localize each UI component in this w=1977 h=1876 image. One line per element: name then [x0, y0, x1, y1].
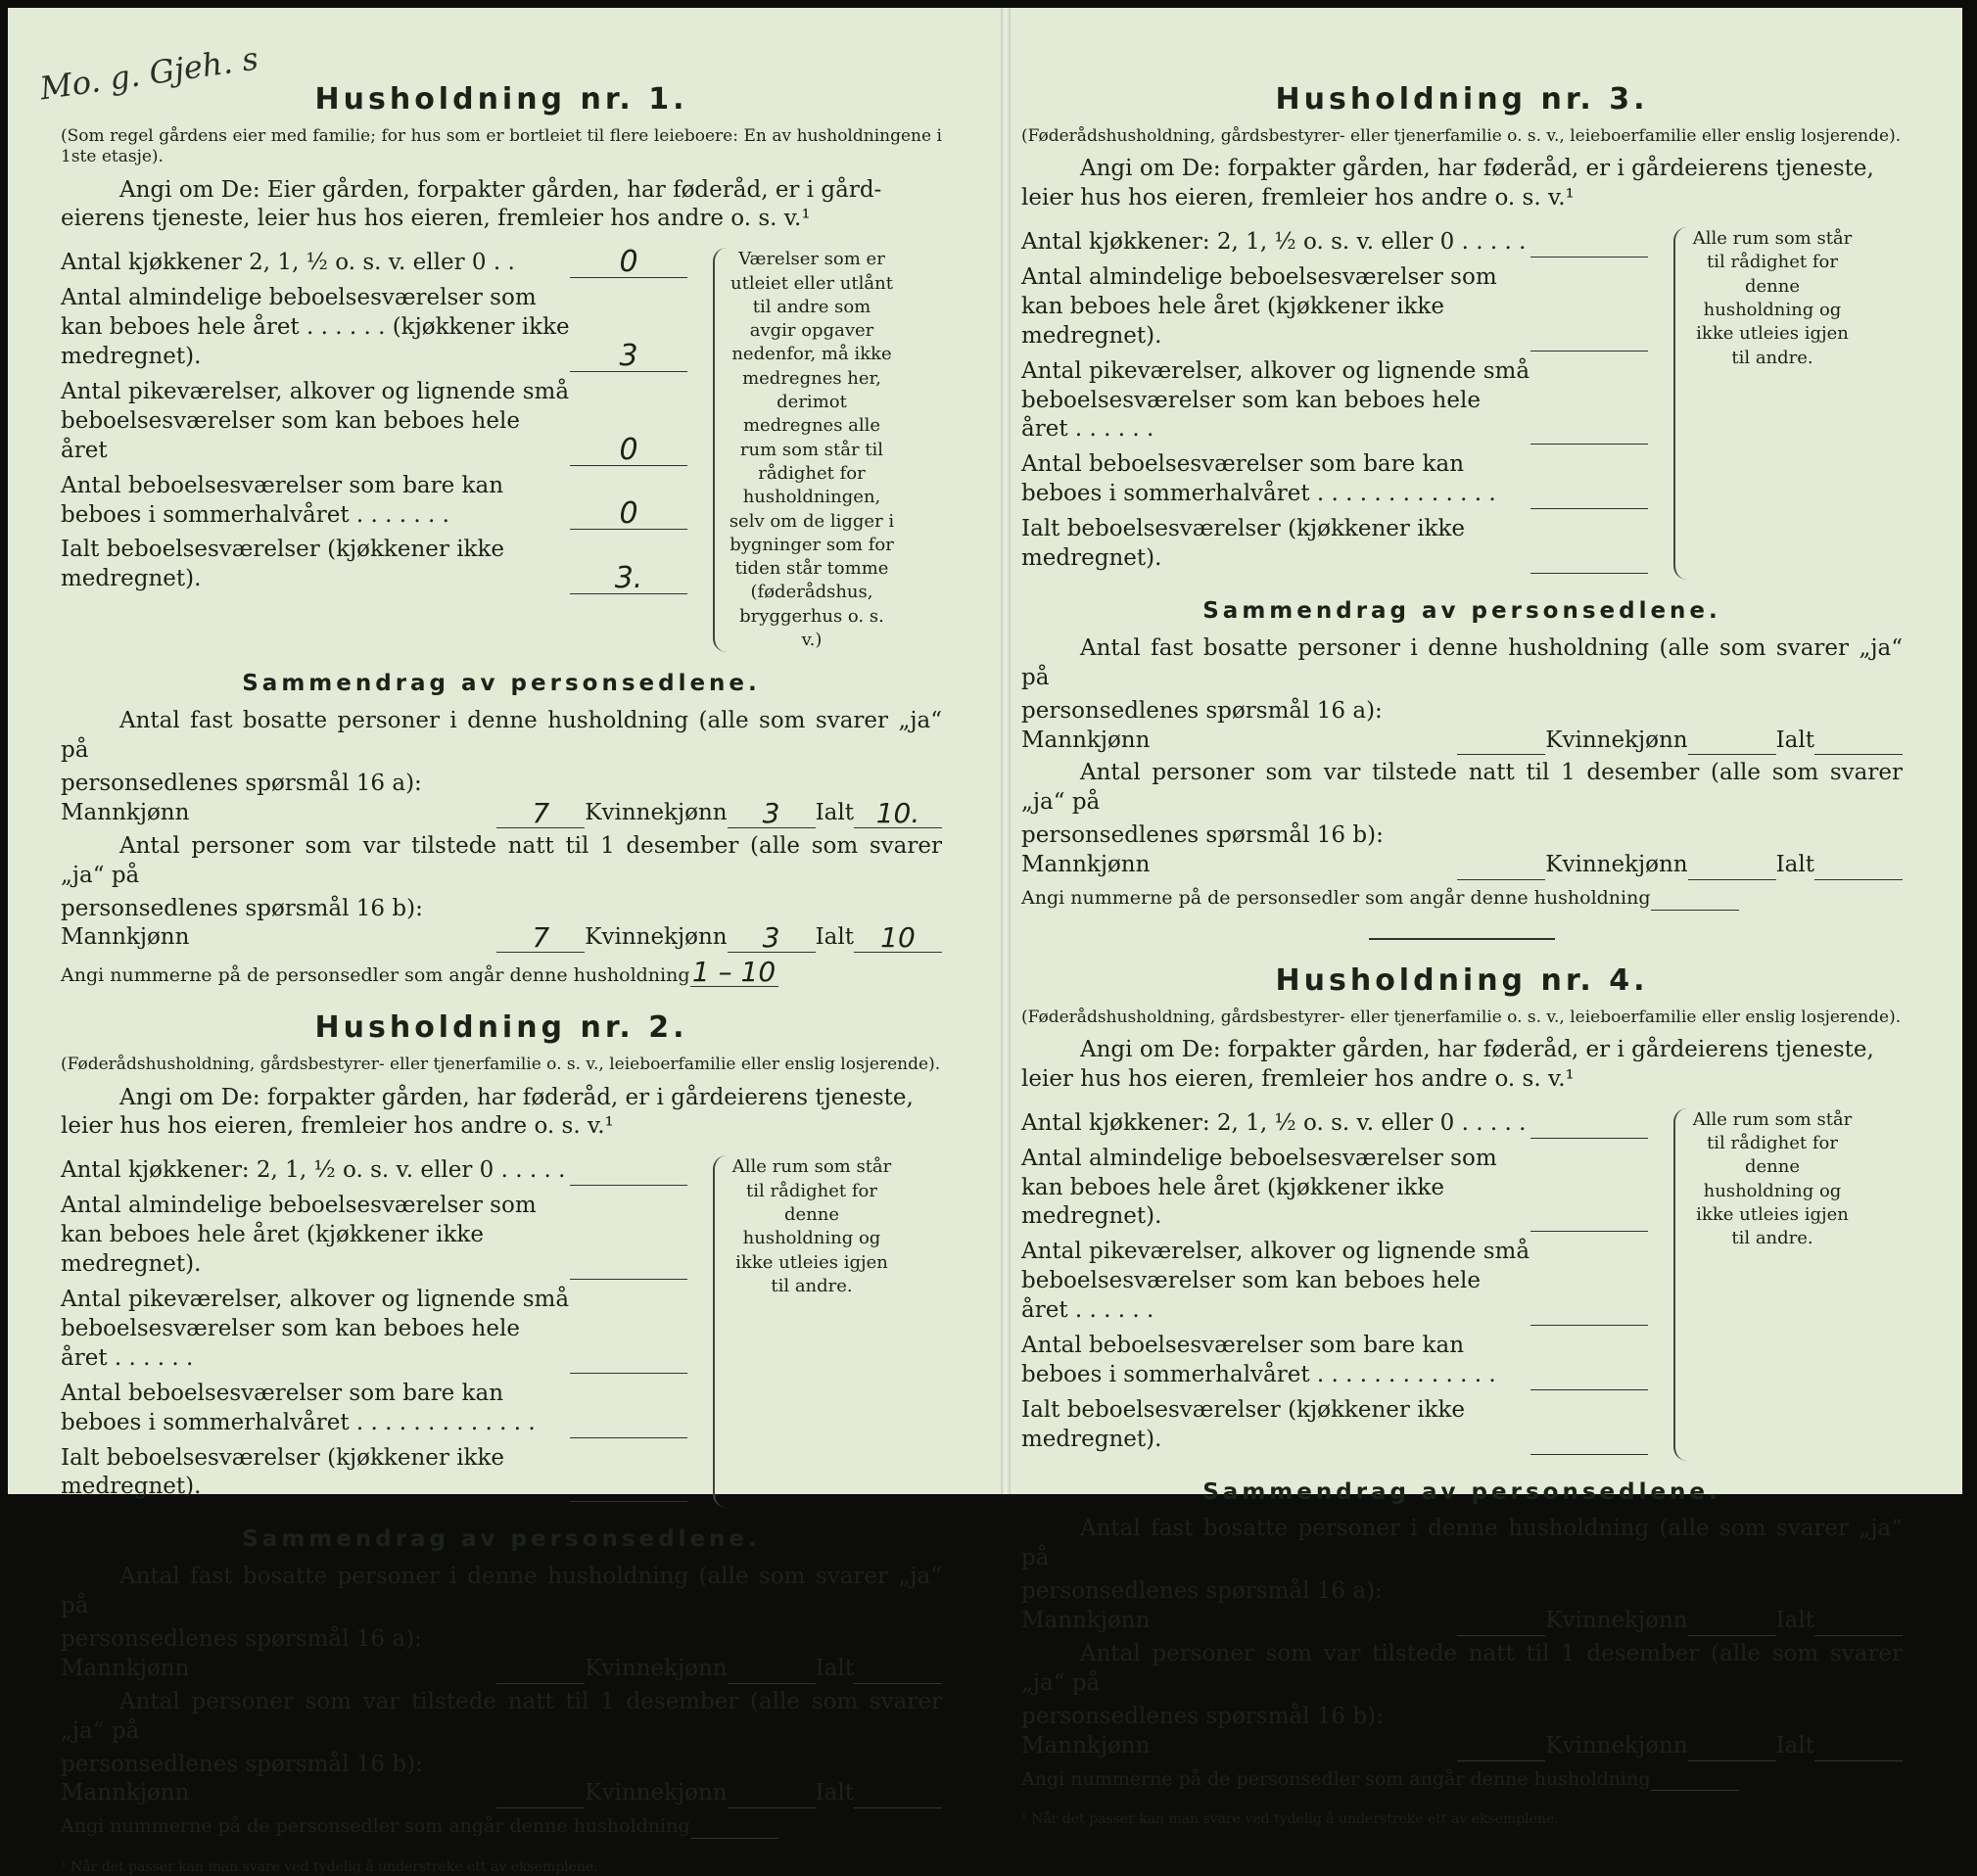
- total-rooms-value[interactable]: 3.: [570, 564, 687, 594]
- household-intro: Angi om De: forpakter gården, har føderåd, er i gårdeierens tjeneste, leier hus hos eieren, fremleier hos andre o. s. v.¹: [61, 1084, 914, 1140]
- female-16b[interactable]: 3: [728, 924, 816, 953]
- female-16b[interactable]: [1688, 1760, 1776, 1761]
- female-16a[interactable]: [1688, 1635, 1776, 1636]
- male-16a[interactable]: [1457, 1635, 1545, 1636]
- summer-rooms-value[interactable]: [1530, 1360, 1648, 1390]
- person-numbers-value[interactable]: 1 – 10: [690, 959, 778, 987]
- person-numbers-value[interactable]: [1651, 1790, 1739, 1791]
- left-page: [61, 59, 942, 1876]
- brace-note: Alle rum som står til rådighet for denne husholdning og ikke utleies igjen til andre.: [713, 1155, 895, 1508]
- summer-rooms-value[interactable]: [1530, 479, 1648, 509]
- female-16a[interactable]: [1688, 754, 1776, 755]
- summary-16a-line: personsedlenes spørsmål 16 a): Mannkjønn 7 Kvinnekjønn 3 Ialt 10.: [61, 770, 942, 828]
- female-16b[interactable]: [728, 1807, 816, 1808]
- total-rooms-value[interactable]: [1530, 543, 1648, 574]
- household-note: (Føderådshusholdning, gårdsbestyrer- eller tjenerfamilie o. s. v., leieboerfamilie eller enslig losjerende).: [61, 1055, 941, 1075]
- brace-note: Alle rum som står til rådighet for denne husholdning og ikke utleies igjen til andre.: [1673, 1108, 1856, 1461]
- male-16b[interactable]: [1457, 879, 1545, 880]
- brace-note: Værelser som er utleiet eller utlånt til andre som avgir opgaver nedenfor, må ikke medregnes her, derimot medregnes alle rum som står til rådighet for husholdningen, selv om de ligger i bygninger som for tiden står tomme (føderådshus, bryggerhus o. s. v.): [713, 248, 895, 652]
- summary: [61, 707, 942, 987]
- female-16a[interactable]: [728, 1683, 816, 1684]
- summary-16b-line: personsedlenes spørsmål 16 b): Mannkjønn 7 Kvinnekjønn 3 Ialt 10: [61, 895, 942, 954]
- household-4: Husholdning nr. 4. (Føderådshusholdning, gårdsbestyrer- eller tjenerfamilie o. s. v., leieboerfamilie eller enslig losjerende). Angi om De: forpakter gården, har føderåd, er i gårdeierens tjeneste, leier hus hos eieren, fremleier hos andre o. s. v.¹ Antal kjøkkener: 2, 1, ½ o. s. v. eller 0 . . . . . Antal almindelige beboelsesværelser som kan beboes hele året (kjøkkener ikke medregnet). Antal pikeværelser, alkover og lignende små beboelsesværelser som kan beboes hele året . . . . . . Antal beboelsesværelser som bare kan beboes i sommerhalvåret . . . . . . . . . . . . . Ialt beboelsesværelser (kjøkkener ikke medregnet). Alle rum som står til rådighet for denne husholdning og ikke utleies igjen til andre. Sammendrag av personsedlene. Antal fast bosatte personer i denne husholdning (alle som svarer „ja“ på personsedlenes spørsmål 16 a): Mannkjønn Kvinnekjønn Ialt Antal personer som var tilstede natt til 1 desember (alle som svarer „ja“ på personsedlenes spørsmål 16 b): Mannkjønn Kvinnekjønn Ialt Angi nummerne på de personsedler som angår denne husholdning ¹ Når det passer kan man svare ved tydelig å understreke ett av eksemplene.: [1021, 962, 1903, 1828]
- summary-title: Sammendrag av personsedlene.: [242, 1526, 761, 1553]
- person-numbers-value[interactable]: [690, 1838, 778, 1839]
- rooms-value[interactable]: [1530, 1201, 1648, 1232]
- total-rooms-value[interactable]: [1530, 1425, 1648, 1455]
- handwritten-signature: Mo. g. Gjeh. s: [37, 39, 260, 108]
- rooms-value[interactable]: [570, 1249, 687, 1280]
- summer-rooms-value[interactable]: 0: [570, 499, 687, 530]
- household-title: Husholdning nr. 2.: [314, 1010, 688, 1046]
- rooms-value[interactable]: 3: [570, 342, 687, 372]
- household-2: [61, 1008, 942, 1876]
- male-16b[interactable]: [496, 1807, 585, 1808]
- small-rooms-row: Antal pikeværelser, alkover og lignende små beboelsesværelser som kan beboes hele året 0: [61, 378, 687, 466]
- page-fold: [1001, 8, 1011, 1494]
- male-16b[interactable]: [1457, 1760, 1545, 1761]
- summary-title: Sammendrag av personsedlene.: [1202, 1478, 1721, 1505]
- household-title: Husholdning nr. 1.: [314, 82, 688, 117]
- household-1: [61, 80, 942, 987]
- summary-title: Sammendrag av personsedlene.: [242, 671, 761, 697]
- household-intro: [61, 176, 942, 235]
- male-16a[interactable]: [496, 1683, 585, 1684]
- total-16b[interactable]: [1814, 879, 1903, 880]
- person-numbers-value[interactable]: [1651, 910, 1739, 911]
- total-16a[interactable]: [854, 1683, 942, 1684]
- summary: Antal fast bosatte personer i denne husholdning (alle som svarer „ja“ på personsedlenes spørsmål 16 a): Mannkjønn Kvinnekjønn Ialt Antal personer som var tilstede natt til 1 desember (alle som svarer „ja“ på personsedlenes spørsmål 16 b): Mannkjønn Kvinnekjønn Ialt Angi nummerne på de personsedler som angår denne husholdning: [61, 1564, 942, 1838]
- rooms-value[interactable]: [1530, 321, 1648, 352]
- household-title: Husholdning nr. 4.: [1275, 962, 1649, 998]
- summary-16a-text: Antal fast bosatte personer i denne husholdning (alle som svarer „ja“ på: [61, 708, 942, 764]
- total-rooms-value[interactable]: [570, 1472, 687, 1502]
- small-rooms-value[interactable]: [1530, 414, 1648, 445]
- rooms-row: Antal almindelige beboelsesværelser som kan beboes hele året . . . . . . (kjøkkener ikke medregnet). 3: [61, 284, 687, 372]
- summer-rooms-value[interactable]: [570, 1408, 687, 1438]
- summary-title: Sammendrag av personsedlene.: [1202, 597, 1721, 624]
- household-note: (Føderådshusholdning, gårdsbestyrer- eller tjenerfamilie o. s. v., leieboerfamilie eller enslig losjerende).: [1021, 1007, 1902, 1027]
- summer-rooms-row: Antal beboelsesværelser som bare kan beboes i sommerhalvåret . . . . . . . 0: [61, 472, 687, 531]
- kitchen-value[interactable]: [1530, 227, 1648, 258]
- female-16b[interactable]: [1688, 879, 1776, 880]
- male-16a[interactable]: 7: [496, 800, 585, 828]
- room-counts: Antal kjøkkener: 2, 1, ½ o. s. v. eller 0 . . . . . Antal almindelige beboelsesværelser som kan beboes hele året (kjøkkener ikke medregnet). Antal pikeværelser, alkover og lignende små beboelsesværelser som kan beboes hele året . . . . . . Antal beboelsesværelser som bare kan beboes i sommerhalvåret . . . . . . . . . . . . . Ialt beboelsesværelser (kjøkkener ikke medregnet). Alle rum som står til rådighet for denne husholdning og ikke utleies igjen til andre.: [61, 1155, 942, 1508]
- household-title: Husholdning nr. 3.: [1275, 82, 1649, 117]
- female-16a[interactable]: 3: [728, 800, 816, 828]
- summary-16b-text: Antal personer som var tilstede natt til 1 desember (alle som svarer „ja“ på: [61, 832, 942, 888]
- total-16b[interactable]: 10: [854, 924, 942, 953]
- person-numbers-line: Angi nummerne på de personsedler som angår denne husholdning 1 – 10: [61, 959, 942, 987]
- total-16a[interactable]: [1814, 754, 1903, 755]
- kitchen-row: Antal kjøkkener 2, 1, ½ o. s. v. eller 0 . . 0: [61, 248, 687, 278]
- kitchen-value[interactable]: 0: [570, 248, 687, 278]
- small-rooms-value[interactable]: 0: [570, 436, 687, 466]
- male-16b[interactable]: 7: [496, 924, 585, 953]
- male-16a[interactable]: [1457, 754, 1545, 755]
- brace-note: Alle rum som står til rådighet for denne husholdning og ikke utleies igjen til andre.: [1673, 227, 1856, 580]
- room-counts: [61, 245, 942, 652]
- intro-line-2: eierens tjeneste, leier hus hos eieren, fremleier hos andre o. s. v.¹: [61, 206, 811, 232]
- household-note: (Føderådshusholdning, gårdsbestyrer- eller tjenerfamilie o. s. v., leieboerfamilie eller enslig losjerende).: [1021, 126, 1902, 146]
- kitchen-value[interactable]: [1530, 1108, 1648, 1139]
- small-rooms-value[interactable]: [1530, 1295, 1648, 1326]
- footnote: ¹ Når det passer kan man svare ved tydelig å understreke ett av eksemplene.: [1021, 1811, 1559, 1828]
- kitchen-value[interactable]: [570, 1155, 687, 1186]
- total-16b[interactable]: [1814, 1760, 1903, 1761]
- small-rooms-value[interactable]: [570, 1343, 687, 1374]
- footnote: ¹ Når det passer kan man svare ved tydelig å understreke ett av eksemplene.: [61, 1858, 598, 1875]
- right-page: [1021, 59, 1903, 1828]
- household-3: Husholdning nr. 3. (Føderådshusholdning, gårdsbestyrer- eller tjenerfamilie o. s. v., leieboerfamilie eller enslig losjerende). Angi om De: forpakter gården, har føderåd, er i gårdeierens tjeneste, leier hus hos eieren, fremleier hos andre o. s. v.¹ Antal kjøkkener: 2, 1, ½ o. s. v. eller 0 . . . . . Antal almindelige beboelsesværelser som kan beboes hele året (kjøkkener ikke medregnet). Antal pikeværelser, alkover og lignende små beboelsesværelser som kan beboes hele året . . . . . . Antal beboelsesværelser som bare kan beboes i sommerhalvåret . . . . . . . . . . . . . Ialt beboelsesværelser (kjøkkener ikke medregnet). Alle rum som står til rådighet for denne husholdning og ikke utleies igjen til andre. Sammendrag av personsedlene. Antal fast bosatte personer i denne husholdning (alle som svarer „ja“ på personsedlenes spørsmål 16 a): Mannkjønn Kvinnekjønn Ialt Antal personer som var tilstede natt til 1 desember (alle som svarer „ja“ på personsedlenes spørsmål 16 b): Mannkjønn Kvinnekjønn Ialt Angi nummerne på de personsedler som angår denne husholdning: [1021, 80, 1903, 940]
- divider: [1369, 938, 1555, 940]
- total-16a[interactable]: 10.: [854, 800, 942, 828]
- household-note: (Som regel gårdens eier med familie; for hus som er bortleiet til flere leieboere: En av husholdningene i 1ste etasje).: [61, 126, 942, 167]
- intro-line-1: Angi om De: Eier gården, forpakter gården, har føderåd, er i gård-: [119, 176, 882, 203]
- total-16b[interactable]: [854, 1807, 942, 1808]
- total-16a[interactable]: [1814, 1635, 1903, 1636]
- total-rooms-row: Ialt beboelsesværelser (kjøkkener ikke medregnet). 3.: [61, 536, 687, 594]
